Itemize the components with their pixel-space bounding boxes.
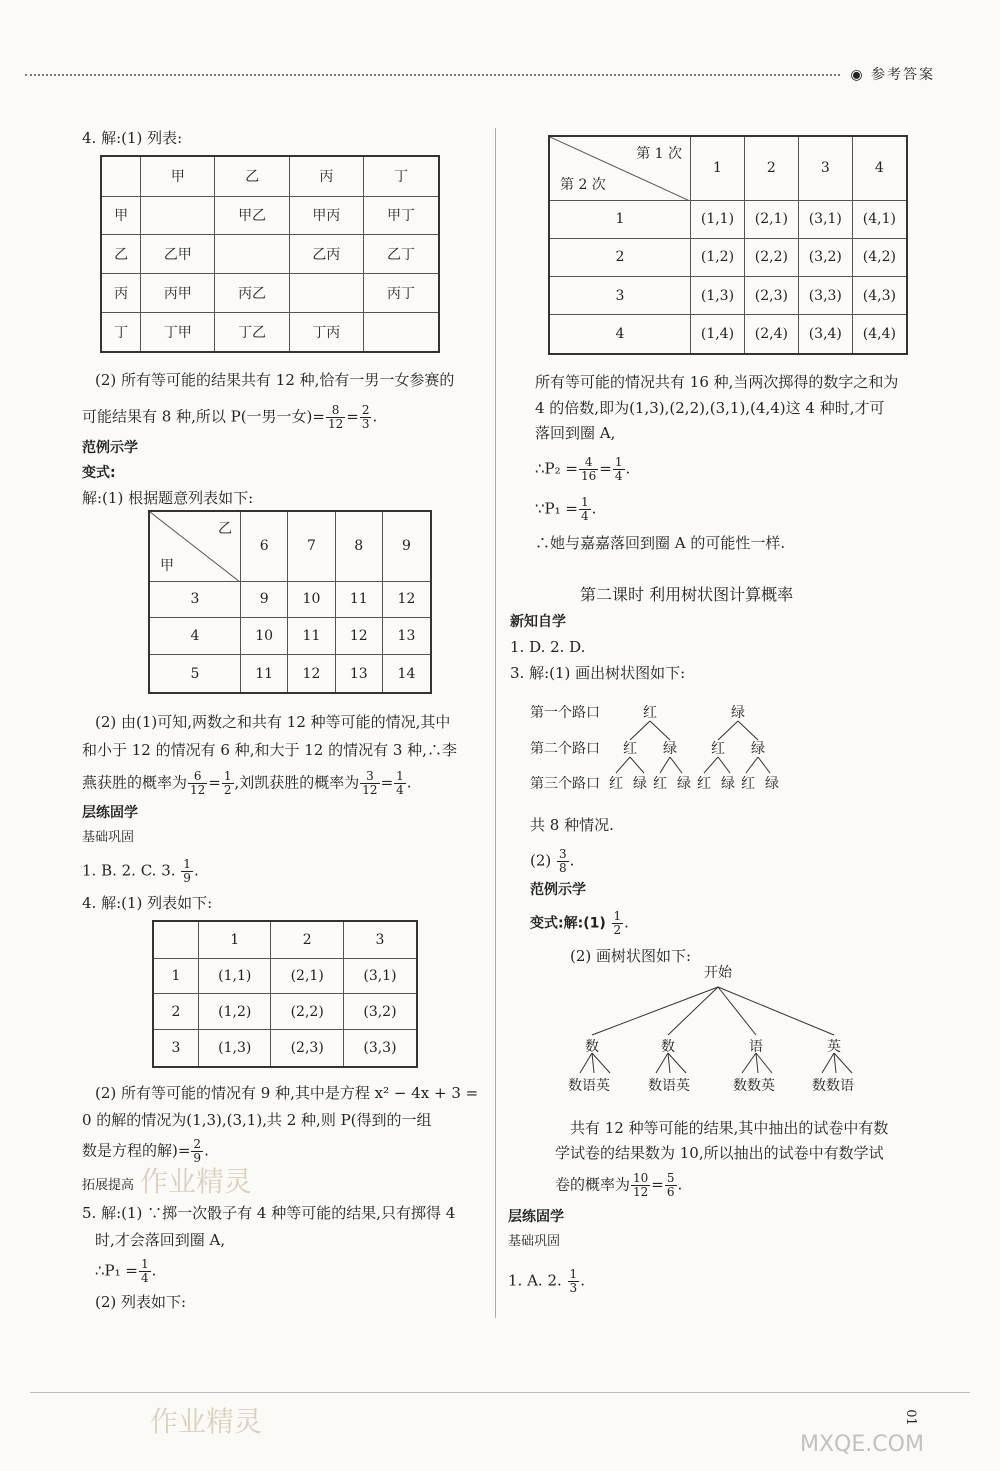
table-cell: 丁乙	[215, 312, 289, 352]
table-cell: 14	[382, 655, 431, 693]
c-line2: 学试卷的结果数为 10,所以抽出的试卷中有数学试	[555, 1144, 884, 1162]
table-cell: 甲丁	[363, 196, 439, 235]
table-cell	[289, 274, 363, 313]
q4b-part2-line2: 0 的解的情况为(1,3),(3,1),共 2 种,则 P(得到的一组	[82, 1111, 432, 1129]
tree-exams-lines	[560, 975, 880, 1085]
table-cell: 甲	[101, 196, 141, 235]
fraction: 3	[569, 1281, 578, 1295]
r-line3: 落回到圈 A,	[535, 424, 616, 442]
table-cell	[363, 312, 439, 352]
table-cell: 乙	[101, 235, 141, 274]
variant-part2-line1: (2) 由(1)可知,两数之和共有 12 种等可能的情况,其中	[95, 713, 451, 731]
tree2-l2: 数数语	[812, 1078, 854, 1094]
table-cell: 6	[241, 511, 288, 581]
table-cell: (4,2)	[852, 238, 907, 276]
tree2-l1: 语	[749, 1039, 763, 1055]
table-cell: (2,2)	[271, 994, 343, 1030]
fraction: 2	[223, 783, 232, 797]
fraction: 1	[569, 1267, 578, 1281]
table-cell: 10	[288, 581, 335, 618]
column-divider	[495, 128, 496, 1318]
fraction	[360, 770, 379, 797]
fraction	[613, 456, 625, 483]
table-cell	[141, 196, 215, 235]
watermark-stamp-1: 作业精灵	[140, 1165, 253, 1198]
fraction	[139, 1258, 151, 1285]
table-cell: 丙甲	[141, 274, 215, 313]
fraction: 1	[581, 495, 589, 509]
variant-part1: 解:(1) 根据题意列表如下:	[82, 489, 254, 507]
tree-l2-node: 红	[623, 741, 637, 757]
table-cell: 甲	[141, 156, 215, 196]
answers-basic-left: 1. B. 2. C. 3. $\frac{1}{9}$ .	[82, 857, 199, 885]
table-cell: 乙丁	[363, 235, 439, 274]
table-cell: 4	[549, 315, 691, 354]
table-cell: 2	[153, 994, 199, 1030]
tree-l2-node: 绿	[751, 741, 765, 757]
tree-l2-node: 绿	[663, 741, 677, 757]
r-line2: 4 的倍数,即为(1,3),(2,2),(3,1),(4,4)这 4 种时,才可	[535, 399, 885, 417]
table-cell: (1,2)	[199, 994, 271, 1030]
tree2-l1: 数	[585, 1039, 599, 1055]
table-cell: 7	[288, 511, 335, 581]
table-cell: (1,1)	[691, 200, 745, 238]
table-cell: 10	[241, 618, 288, 655]
site-watermark: MXQE.COM	[800, 1432, 924, 1457]
basic-label-left: 基础巩固	[82, 830, 135, 845]
r-line6: ∴她与嘉嘉落回到圈 A 的可能性一样.	[535, 534, 786, 552]
q4-part2-line1: (2) 所有等可能的结果共有 12 种,恰有一男一女参赛的	[95, 371, 455, 389]
table-cell: 11	[241, 655, 288, 693]
fraction: 1	[141, 1257, 149, 1271]
table-cell: (4,4)	[852, 315, 907, 354]
tree-label-2: 第二个路口	[530, 741, 600, 757]
fraction: 12	[362, 783, 378, 797]
fraction	[394, 770, 406, 797]
table-cell: 12	[382, 581, 431, 618]
table-cell: 4	[852, 136, 907, 200]
fraction: 12	[327, 417, 344, 431]
table-sums	[148, 510, 432, 694]
table-cell: 11	[335, 581, 382, 618]
fraction: 4	[141, 1271, 149, 1285]
fraction	[326, 404, 345, 431]
table-cell: (3,3)	[798, 276, 852, 314]
q5-line1: 5. 解:(1) ∵掷一次骰子有 4 种等可能的结果,只有掷得 4	[82, 1204, 456, 1222]
table-cell: 丙	[289, 156, 363, 196]
table-cell: 丁甲	[141, 312, 215, 352]
variant-right-part1: 变式:解:(1) $\frac{1}{2}$ .	[530, 909, 629, 937]
tree-l3-node: 红	[741, 776, 755, 792]
section-layer-left: 层练固学	[82, 805, 138, 821]
table-cell: (4,1)	[852, 200, 907, 238]
page-number: 01	[902, 1409, 918, 1426]
tree2-root: 开始	[704, 965, 732, 981]
fraction	[579, 456, 598, 483]
fraction	[665, 1172, 677, 1199]
extension-label: 拓展提高	[82, 1178, 135, 1193]
table-cell: (3,1)	[798, 200, 852, 238]
table-persons	[100, 155, 440, 353]
fraction: 4	[396, 783, 404, 797]
tree-label-3: 第三个路口	[530, 776, 600, 792]
watermark-stamp-2: 作业精灵	[150, 1405, 263, 1438]
section-example-right: 范例示学	[530, 882, 586, 898]
table-cell: 12	[335, 618, 382, 655]
fraction: 3	[559, 847, 567, 861]
fraction: 1	[614, 455, 623, 469]
fraction	[188, 770, 207, 797]
table-cell: (2,1)	[271, 958, 343, 994]
q5-part2: (2) 列表如下:	[95, 1293, 187, 1311]
c-line1: 共有 12 种等可能的结果,其中抽出的试卷中有数	[570, 1119, 889, 1137]
table-cell: 11	[288, 618, 335, 655]
fraction: 2	[193, 1137, 202, 1151]
tree2-l1: 英	[827, 1039, 841, 1055]
table-cell: 9	[241, 581, 288, 618]
footer-rule	[30, 1392, 970, 1393]
fraction: 8	[559, 861, 567, 875]
q4-head: 4. 解:(1) 列表:	[82, 129, 183, 147]
variant-part2-line3: 燕获胜的概率为 $\frac{6}{12}$ = $\frac{1}{2}$ ,刘凯获胜的概率为 $\frac{3}{12}$ = $\frac{1}{4}$ .	[82, 769, 412, 797]
table-cell: 1	[691, 136, 745, 200]
table-cell: (1,3)	[199, 1030, 271, 1067]
tree-l3-node: 红	[697, 776, 711, 792]
fraction: 1	[223, 769, 232, 783]
table-cell: 1	[153, 958, 199, 994]
table-cell: 丙丁	[363, 274, 439, 313]
table-cell: 12	[288, 655, 335, 693]
fraction: 4	[614, 469, 623, 483]
tree-l3-node: 绿	[765, 776, 779, 792]
fraction: 12	[633, 1185, 649, 1199]
table-cell: (1,1)	[199, 958, 271, 994]
table-cell	[153, 921, 199, 958]
fraction	[557, 848, 569, 875]
tree2-l1: 数	[661, 1039, 675, 1055]
table-cell	[215, 235, 289, 274]
fraction: 6	[188, 770, 207, 784]
table-cell: 丁	[363, 156, 439, 196]
table-cell: 4	[149, 618, 241, 655]
table-dice-pairs	[548, 135, 908, 355]
tree-l2-node: 红	[711, 741, 725, 757]
section-new: 新知自学	[510, 614, 566, 630]
table-cell: 甲乙	[215, 196, 289, 235]
fraction: 5	[666, 1171, 675, 1185]
section-example-left: 范例示学	[82, 440, 138, 456]
table-cell: (4,3)	[852, 276, 907, 314]
variant-right-part2: (2) 画树状图如下:	[570, 947, 692, 965]
table-cell: (3,1)	[343, 958, 417, 994]
table-cell: 3	[798, 136, 852, 200]
q4b-part2-line3: 数是方程的解)= $\frac{2}{9}$ .	[82, 1137, 209, 1165]
fraction: 6	[666, 1185, 675, 1199]
table-cell: (3,3)	[343, 1030, 417, 1067]
fraction: 1	[613, 909, 622, 923]
fraction: 4	[579, 456, 598, 470]
fraction: 16	[581, 469, 597, 483]
c-line3: 卷的概率为 $\frac{10}{12}$ = $\frac{5}{6}$ .	[555, 1171, 683, 1199]
table-pairs-3	[152, 920, 418, 1068]
q5-line3: ∴P₁ = $\frac{1}{4}$ .	[95, 1257, 157, 1285]
fraction: 2	[613, 923, 622, 937]
table-cell: (2,1)	[744, 200, 798, 238]
table-dice-corner: 第 1 次 第 2 次	[549, 136, 691, 200]
fraction: 8	[326, 404, 345, 418]
tree-l1-node: 绿	[731, 705, 745, 721]
table-cell: (3,4)	[798, 315, 852, 354]
tree-l3-node: 红	[609, 776, 623, 792]
tree2-l2: 数语英	[568, 1078, 610, 1094]
table-cell: (2,4)	[744, 315, 798, 354]
table-cell: (2,2)	[744, 238, 798, 276]
table-cell: 丙乙	[215, 274, 289, 313]
table-cell: (2,3)	[744, 276, 798, 314]
table-cell: 9	[382, 511, 431, 581]
fraction: 3	[361, 417, 370, 431]
tree-l3-node: 绿	[721, 776, 735, 792]
section-layer-right: 层练固学	[508, 1209, 564, 1225]
table-cell: (2,3)	[271, 1030, 343, 1067]
fraction	[222, 770, 234, 797]
table-cell	[101, 156, 141, 196]
fraction: 10	[633, 1171, 649, 1185]
table-cell: (1,3)	[691, 276, 745, 314]
table-cell: (3,2)	[343, 994, 417, 1030]
fraction: 9	[193, 1151, 202, 1165]
table-cell: 3	[343, 921, 417, 958]
table-cell: 2	[549, 238, 691, 276]
answers-basic-right: 1. A. 2. $\frac{1}{3}$ .	[508, 1267, 585, 1295]
table-cell: 乙丙	[289, 235, 363, 274]
table-cell: 乙甲	[141, 235, 215, 274]
table-cell: 2	[744, 136, 798, 200]
tree-l3-node: 绿	[677, 776, 691, 792]
tree-l3-node: 红	[653, 776, 667, 792]
table-cell: 3	[149, 581, 241, 618]
table-cell: 甲丙	[289, 196, 363, 235]
fraction	[568, 1268, 580, 1295]
new-answers: 1. D. 2. D.	[510, 638, 586, 656]
fraction: 1	[183, 857, 191, 871]
table-cell: (1,4)	[691, 315, 745, 354]
table-cell: 丁	[101, 312, 141, 352]
fraction: 4	[581, 509, 589, 523]
fraction: 1	[396, 769, 404, 783]
fraction	[360, 404, 372, 431]
tree2-l2: 数语英	[648, 1078, 690, 1094]
table-cell: 3	[153, 1030, 199, 1067]
table-cell: 丙	[101, 274, 141, 313]
basic-label-right: 基础巩固	[508, 1234, 561, 1249]
r-line4: ∴P₂ = $\frac{4}{16}$ = $\frac{1}{4}$ .	[535, 455, 631, 483]
table-cell: (3,2)	[798, 238, 852, 276]
table-cell: 丁丙	[289, 312, 363, 352]
table-cell: 1	[549, 200, 691, 238]
table-cell: 乙	[215, 156, 289, 196]
table-cell: 3	[549, 276, 691, 314]
r-line5: ∵P₁ = $\frac{1}{4}$ .	[535, 495, 597, 523]
new-q3-part2: (2) $\frac{3}{8}$ .	[530, 847, 575, 875]
lesson-title: 第二课时 利用树状图计算概率	[580, 585, 794, 604]
fraction: 3	[360, 770, 379, 784]
new-q3: 3. 解:(1) 画出树状图如下:	[510, 664, 686, 682]
table-cell: 5	[149, 655, 241, 693]
header-title: ◉ 参考答案	[850, 67, 935, 83]
table-sums-corner: 乙 甲	[149, 511, 241, 581]
table-cell: 1	[199, 921, 271, 958]
table-cell: 2	[271, 921, 343, 958]
r-line1: 所有等可能的情况共有 16 种,当两次掷得的数字之和为	[535, 373, 899, 391]
table-cell: 13	[382, 618, 431, 655]
tree-label-1: 第一个路口	[530, 705, 600, 721]
q4b-part2-line1: (2) 所有等可能的情况有 9 种,其中是方程 x² − 4x + 3 =	[95, 1084, 479, 1102]
q4-part2-line2: 可能结果有 8 种,所以 P(一男一女)= $\frac{8}{12}$ = $\frac{2}{3}$ .	[82, 403, 378, 431]
table-cell: 8	[335, 511, 382, 581]
header-dotted-rule	[25, 74, 840, 76]
tree-l1-node: 红	[643, 705, 657, 721]
tree2-l2: 数数英	[733, 1078, 775, 1094]
fraction: 12	[190, 783, 206, 797]
fraction	[579, 496, 591, 523]
variant-part2-line2: 和小于 12 的情况有 6 种,和大于 12 的情况有 3 种,∴李	[82, 741, 457, 759]
fraction	[181, 858, 193, 885]
fraction	[612, 910, 624, 937]
tree-l3-node: 绿	[633, 776, 647, 792]
total-8: 共 8 种情况.	[530, 816, 614, 834]
fraction: 2	[361, 403, 370, 417]
fraction: 9	[183, 871, 191, 885]
variant-label-left: 变式:	[82, 465, 116, 481]
table-cell: 13	[335, 655, 382, 693]
q5-line2: 时,才会落回到圈 A,	[95, 1231, 226, 1249]
q4b-head: 4. 解:(1) 列表如下:	[82, 894, 213, 912]
table-cell: (1,2)	[691, 238, 745, 276]
fraction	[631, 1172, 650, 1199]
